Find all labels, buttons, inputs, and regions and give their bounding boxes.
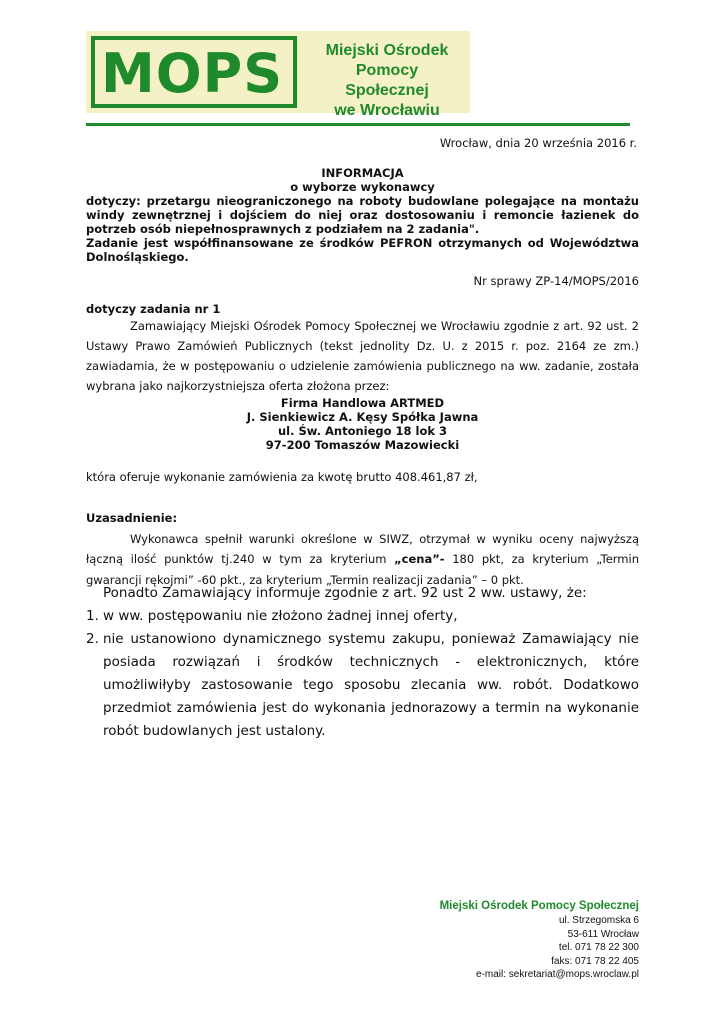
date-line: Wrocław, dnia 20 września 2016 r. (439, 136, 637, 150)
footer-fax: faks: 071 78 22 405 (551, 955, 639, 967)
justification-bold: „cena”- (394, 552, 445, 566)
logo-wordmark: MOPS (101, 42, 284, 105)
list-item-text: nie ustanowiono dynamicznego systemu zakupu, ponieważ Zamawiający nie posiada rozwiązań i środków technicznych - elektronicznych, które umożliwiłyby zastosowanie tego sposobu zlecania ww. robót. Dodatkowo przedmiot zamówienia jest do wykonania jednorazowy a termin na wykonanie robót budowlanych jest ustalony. (103, 631, 639, 739)
logo-frame (91, 36, 297, 108)
task-label: dotyczy zadania nr 1 (86, 302, 221, 316)
funding-note: Zadanie jest współfinansowane ze środków PEFRON otrzymanych od Województwa Dolnośląskiego. (86, 236, 639, 264)
justification-part-2: 180 pkt, za kryterium „Termin gwarancji rękojmi” -60 pkt., za kryterium „Termin realizacji zadania” – 0 pkt. (86, 552, 639, 587)
winner-address (86, 396, 639, 452)
org-name-line-1: Miejski Ośrodek (325, 42, 449, 59)
list-item-number: 2. (86, 631, 99, 647)
winner-line-4: 97-200 Tomaszów Mazowiecki (265, 438, 460, 452)
list-item-text: w ww. postępowaniu nie złożono żadnej innej oferty, (103, 608, 458, 624)
task-section (86, 302, 639, 396)
document-subtitle: o wyborze wykonawcy (290, 180, 435, 194)
document-heading (86, 166, 639, 264)
list-item (86, 628, 639, 743)
justification-label: Uzasadnienie: (86, 511, 178, 525)
justification-section (86, 508, 639, 590)
additional-intro: Ponadto Zamawiający informuje zgodnie z art. 92 ust 2 ww. ustawy, że: (103, 585, 587, 601)
document-title: INFORMACJA (321, 166, 404, 180)
footer-city: 53-611 Wrocław (567, 928, 639, 940)
additional-info (86, 582, 639, 743)
task-paragraph: Zamawiający Miejski Ośrodek Pomocy Społecznej we Wrocławiu zgodnie z art. 92 ust. 2 Ustawy Prawo Zamówień Publicznych (tekst jednolity Dz. U. z 2015 r. poz. 2164 ze zm.) zawiadamia, że w postępowaniu o udzielenie zamówienia publicznego na ww. zadanie, została wybrana jako najkorzystniejsza oferta złożona przez: (86, 319, 639, 393)
footer-org-name: Miejski Ośrodek Pomocy Społecznej (439, 900, 639, 912)
footer-contact (440, 898, 639, 982)
winner-line-3: ul. Św. Antoniego 18 lok 3 (277, 424, 448, 438)
case-number: Nr sprawy ZP-14/MOPS/2016 (473, 274, 639, 288)
winner-line-2: J. Sienkiewicz A. Kęsy Spółka Jawna (246, 410, 479, 424)
winner-line-1: Firma Handlowa ARTMED (280, 396, 445, 410)
offer-line: która oferuje wykonanie zamówienia za kwotę brutto 408.461,87 zł, (86, 470, 478, 484)
list-item-number: 1. (86, 608, 99, 624)
justification-part-1: Wykonawca spełnił warunki określone w SIWZ, otrzymał w wyniku oceny najwyższą łączną ilość punktów tj.240 w tym za kryterium (86, 531, 639, 566)
list-item (86, 605, 639, 628)
letterhead-logo (86, 31, 470, 119)
footer-street: ul. Strzegomska 6 (558, 915, 639, 926)
footer-email: e-mail: sekretariat@mops.wroclaw.pl (476, 969, 639, 981)
justification-text (86, 529, 639, 591)
letterhead-divider (86, 123, 630, 126)
org-name-line-2: Pomocy Społecznej (345, 62, 429, 99)
letterhead-org-name (312, 41, 462, 121)
footer-tel: tel. 071 78 22 300 (558, 942, 639, 954)
document-subject: dotyczy: przetargu nieograniczonego na roboty budowlane polegające na montażu windy zewnętrznej i dojściem do niej oraz dostosowaniu i remoncie łazienek do potrzeb osób niepełnosprawnych z podziałem na 2 zadania". (86, 194, 639, 236)
org-name-line-3: we Wrocławiu (334, 102, 440, 119)
